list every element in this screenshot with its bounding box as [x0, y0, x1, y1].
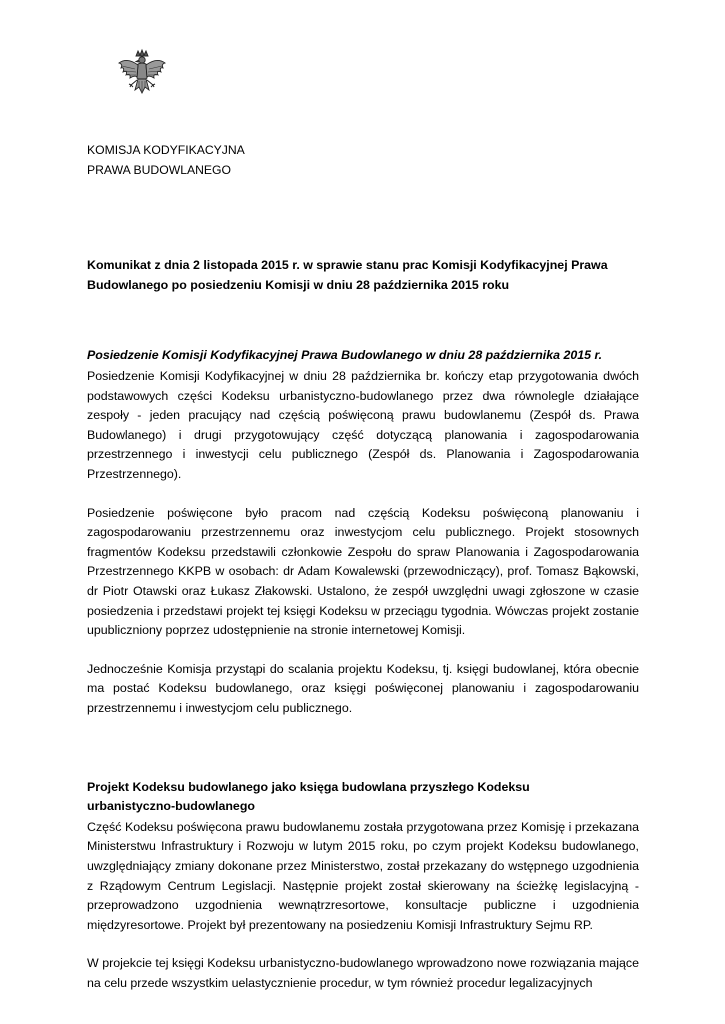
- document-body: [87, 346, 639, 1013]
- polish-eagle-emblem-icon: [115, 47, 169, 101]
- section-1-paragraph: Posiedzenie poświęcone było pracom nad częścią Kodeksu poświęconą planowaniu i zagospodarowaniu przestrzennemu oraz inwestycjom celu publicznego. Projekt stosownych fragmentów Kodeksu przedstawili członkowie Zespołu do spraw Planowania i Zagospodarowania Przestrzennego KKPB w osobach: dr Adam Kowalewski (przewodniczący), prof. Tomasz Bąkowski, dr Piotr Otawski oraz Łukasz Złakowski. Ustalono, że zespół uwzględni uwagi zgłoszone w czasie posiedzenia i przedstawi projekt tej księgi Kodeksu w przeciągu tygodnia. Wówczas projekt zostanie upubliczniony poprzez udostępnienie na stronie internetowej Komisji.: [87, 505, 639, 638]
- section-2-heading: Projekt Kodeksu budowlanego jako księga budowlana przyszłego Kodeksu urbanistyczno-budowlanego: [87, 779, 530, 814]
- institution-line-1: KOMISJA KODYFIKACYJNA: [87, 143, 245, 157]
- communique-title: Komunikat z dnia 2 listopada 2015 r. w sprawie stanu prac Komisji Kodyfikacyjnej Prawa Budowlanego po posiedzeniu Komisji w dniu 28 października 2015 roku: [87, 258, 608, 292]
- section-spacer: [87, 738, 639, 778]
- section-1-heading: Posiedzenie Komisji Kodyfikacyjnej Prawa Budowlanego w dniu 28 października 2015 r.: [87, 348, 603, 362]
- institution-name: [87, 141, 387, 180]
- section-1-paragraph: Jednocześnie Komisja przystąpi do scalania projektu Kodeksu, tj. księgi budowlanej, która obecnie ma postać Kodeksu budowlanego, oraz księgi poświęconej planowaniu i zagospodarowaniu przestrzennemu i inwestycjom celu publicznego.: [87, 661, 639, 715]
- section-2-paragraph: Część Kodeksu poświęcona prawu budowlanemu została przygotowana przez Komisję i przekazana Ministerstwu Infrastruktury i Rozwoju w lutym 2015 roku, po czym projekt Kodeksu budowlanego, uwzględniający zmiany dokonane przez Ministerstwo, został przekazany do wstępnego uzgodnienia z Rządowym Centrum Legislacji. Następnie projekt został skierowany na ścieżkę legislacyjną - przeprowadzono uzgodnienia wewnątrzresortowe, konsultacje publiczne i uzgodnienia międzyresortowe. Projekt był prezentowany na posiedzeniu Komisji Infrastruktury Sejmu RP.: [87, 819, 639, 932]
- institution-line-2: PRAWA BUDOWLANEGO: [87, 162, 232, 177]
- section-1-paragraph: Posiedzenie Komisji Kodyfikacyjnej w dniu 28 października br. kończy etap przygotowania dwóch podstawowych części Kodeksu urbanistyczno-budowlanego przez dwa równolegle działające zespoły - jeden pracujący nad częścią poświęconą prawu budowlanemu (Zespół ds. Prawa Budowlanego) i drugi przygotowujący część dotyczącą planowania i zagospodarowania przestrzennego i inwestycji celu publicznego (Zespół ds. Planowania i Zagospodarowania Przestrzennego).: [87, 369, 639, 482]
- section-2-paragraph: W projekcie tej księgi Kodeksu urbanistyczno-budowlanego wprowadzono nowe rozwiązania mające na celu przede wszystkim uelastycznienie procedur, w tym również procedur legalizacyjnych: [87, 956, 639, 990]
